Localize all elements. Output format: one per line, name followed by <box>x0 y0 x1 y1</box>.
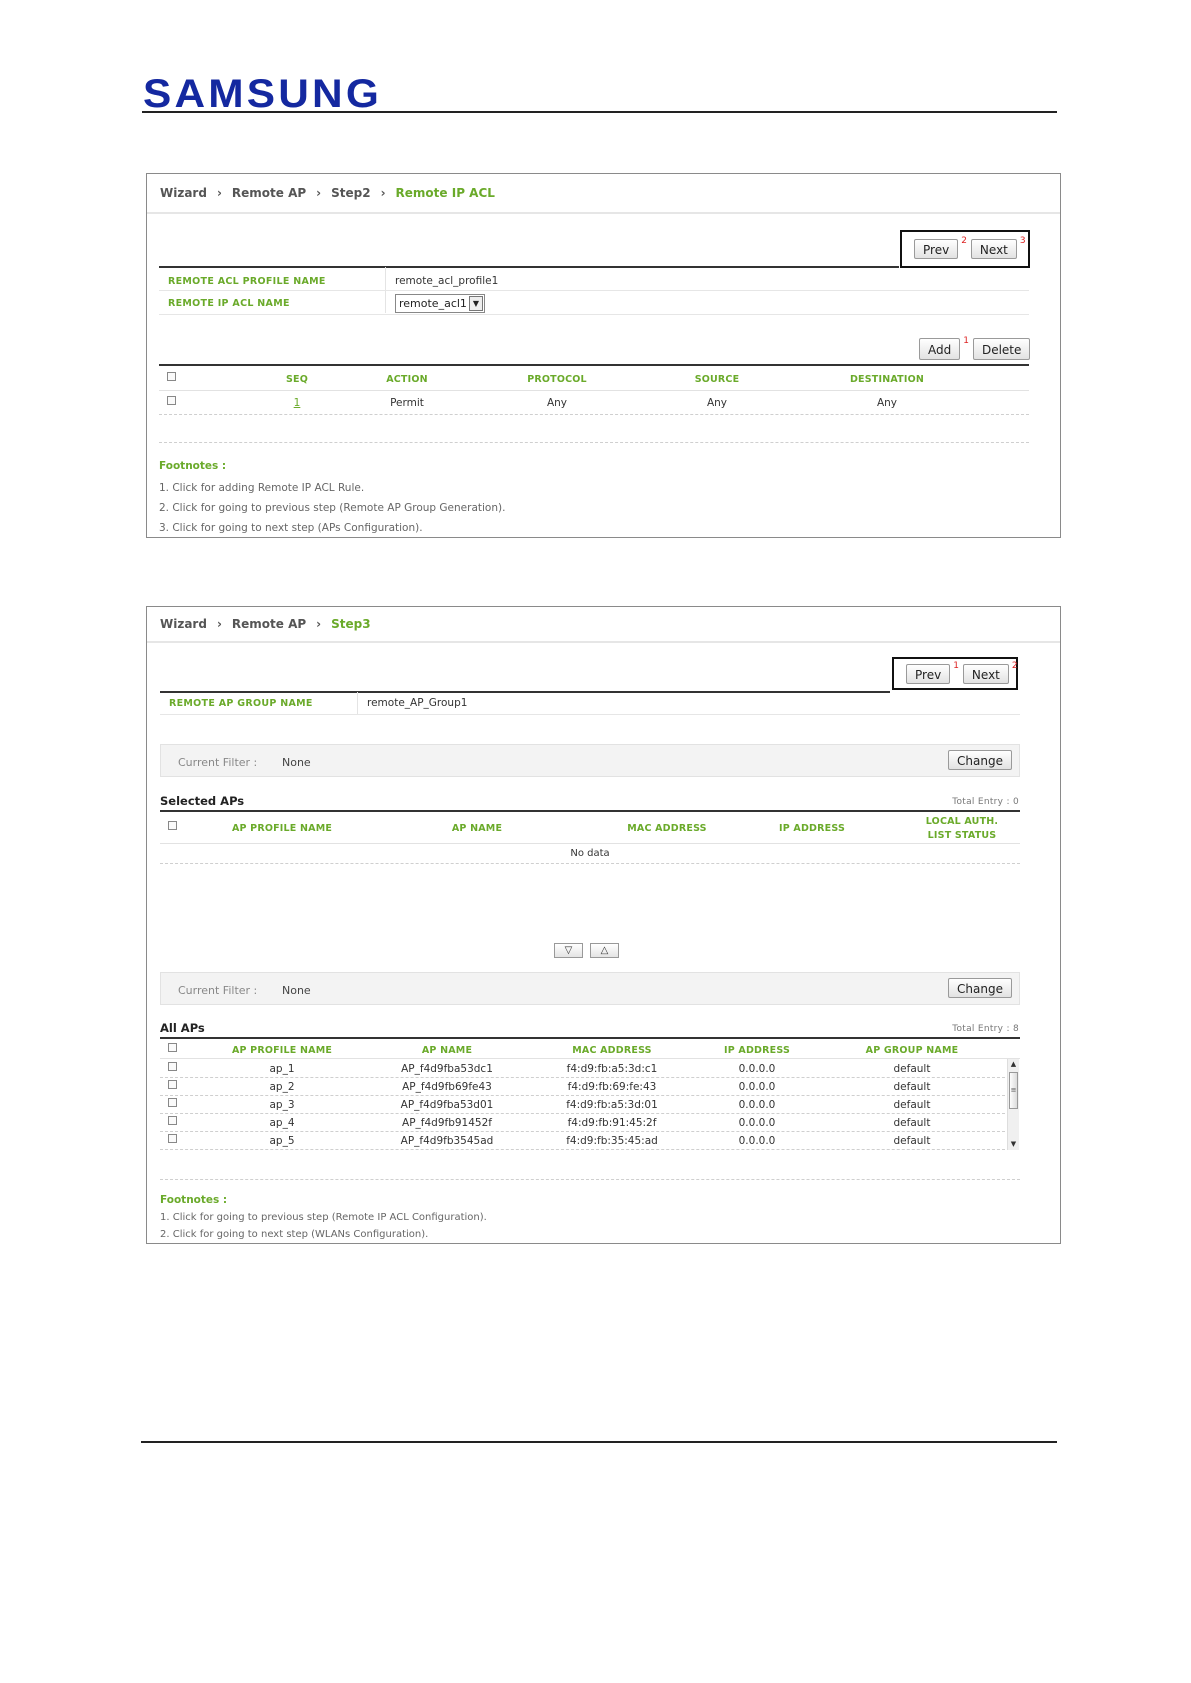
selected-bottom-divider <box>160 863 1020 864</box>
row-destination: Any <box>876 397 898 409</box>
col-ip-address: IP ADDRESS <box>779 823 845 834</box>
ip-acl-name-select[interactable] <box>395 294 485 313</box>
header-divider <box>159 390 1029 391</box>
acl-profile-name-label: REMOTE ACL PROFILE NAME <box>168 276 326 287</box>
filter-label: Current Filter : <box>178 984 258 997</box>
row-checkbox[interactable] <box>168 1098 177 1107</box>
row-ap-name: AP_f4d9fb69fe43 <box>402 1081 492 1093</box>
chevron-right-icon: › <box>216 617 222 631</box>
all-select-all-checkbox[interactable] <box>168 1043 177 1052</box>
row-checkbox[interactable] <box>168 1062 177 1071</box>
col-ap-name: AP NAME <box>421 1045 473 1056</box>
delete-button[interactable]: Delete <box>973 338 1030 360</box>
footnote-2: 2. Click for going to previous step (Remote AP Group Generation). <box>159 502 506 514</box>
move-down-button[interactable]: ▽ <box>554 943 583 958</box>
row-checkbox[interactable] <box>168 1134 177 1143</box>
add-button[interactable]: Add <box>919 338 960 360</box>
breadcrumb-wizard[interactable]: Wizard <box>160 186 207 200</box>
row-ip-address: 0.0.0.0 <box>738 1135 776 1147</box>
form-top-rule <box>159 266 899 268</box>
col-local-auth-list-status <box>907 815 1017 843</box>
row-protocol: Any <box>546 397 568 409</box>
filter-value: None <box>282 756 311 769</box>
acl-profile-name-value: remote_acl_profile1 <box>395 275 499 287</box>
chevron-right-icon: › <box>316 617 322 631</box>
prev-button[interactable]: Prev <box>906 664 950 684</box>
ap-group-name-label: REMOTE AP GROUP NAME <box>169 698 313 709</box>
col-local-auth: LOCAL AUTH. <box>925 816 999 827</box>
breadcrumb-step2[interactable]: Step2 <box>331 186 371 200</box>
footnote-1: 1. Click for going to previous step (Remote IP ACL Configuration). <box>160 1212 487 1223</box>
breadcrumb-remote-ap[interactable]: Remote AP <box>231 617 307 631</box>
breadcrumb <box>147 607 1060 643</box>
no-data-text: No data <box>570 848 610 859</box>
row-ip-address: 0.0.0.0 <box>738 1063 776 1075</box>
row-seq-link[interactable]: 1 <box>293 397 301 409</box>
row-divider <box>160 1077 1005 1078</box>
selected-table-rule <box>160 810 1020 812</box>
row-checkbox[interactable] <box>167 396 176 405</box>
footnote-marker: 2 <box>961 236 967 246</box>
all-aps-title: All APs <box>160 1021 205 1035</box>
selected-select-all-checkbox[interactable] <box>168 821 177 830</box>
row-ap-group-name: default <box>893 1117 931 1129</box>
row-mac-address: f4:d9:fb:69:fe:43 <box>567 1081 657 1093</box>
row-ap-name: AP_f4d9fb3545ad <box>400 1135 494 1147</box>
dropdown-arrow-icon[interactable]: ▼ <box>469 296 483 311</box>
col-destination: DESTINATION <box>849 374 925 385</box>
row-divider <box>160 1113 1005 1114</box>
selected-aps-title: Selected APs <box>160 794 245 808</box>
footnote-marker: 1 <box>953 660 959 671</box>
row-checkbox[interactable] <box>168 1080 177 1089</box>
col-ap-profile-name: AP PROFILE NAME <box>231 1045 333 1056</box>
form-bottom-divider <box>160 714 1020 715</box>
row-action: Permit <box>390 397 424 409</box>
row-ap-profile-name: ap_3 <box>269 1099 295 1111</box>
col-mac-address: MAC ADDRESS <box>627 823 707 834</box>
footnote-marker: 3 <box>1019 236 1026 246</box>
remote-ap-step3-panel <box>146 606 1061 1244</box>
col-mac-address: MAC ADDRESS <box>572 1045 652 1056</box>
row-ap-profile-name: ap_4 <box>269 1117 295 1129</box>
select-all-checkbox[interactable] <box>167 372 176 381</box>
scroll-down-icon[interactable]: ▼ <box>1010 1140 1017 1148</box>
row-divider <box>160 1149 1005 1150</box>
row-ap-name: AP_f4d9fb91452f <box>402 1117 492 1129</box>
header-rule <box>142 111 1057 113</box>
row-divider <box>160 1095 1005 1096</box>
footnote-1: 1. Click for adding Remote IP ACL Rule. <box>159 482 365 494</box>
breadcrumb-current: Remote IP ACL <box>395 186 495 200</box>
footnote-3: 3. Click for going to next step (APs Configuration). <box>159 522 423 534</box>
chevron-right-icon: › <box>316 186 322 200</box>
rule-actions <box>919 338 1030 360</box>
filter-label: Current Filter : <box>178 756 258 769</box>
ip-acl-name-selected: remote_acl1 <box>399 297 467 310</box>
change-filter-button[interactable]: Change <box>948 750 1012 770</box>
selected-filter-bar <box>160 744 1020 777</box>
next-button[interactable]: Next <box>963 664 1009 684</box>
selected-header-divider <box>160 843 1020 844</box>
col-ap-name: AP NAME <box>451 823 503 834</box>
row-ap-name: AP_f4d9fba53dc1 <box>401 1063 493 1075</box>
breadcrumb-current: Step3 <box>331 617 371 631</box>
row-ap-group-name: default <box>893 1081 931 1093</box>
col-ap-profile-name: AP PROFILE NAME <box>231 823 333 834</box>
form-top-rule <box>160 691 890 693</box>
step-nav-box <box>900 230 1030 268</box>
form-bottom-divider <box>159 314 1029 315</box>
row-checkbox[interactable] <box>168 1116 177 1125</box>
row-divider <box>160 1131 1005 1132</box>
scroll-up-icon[interactable]: ▲ <box>1010 1060 1017 1068</box>
row-ap-profile-name: ap_1 <box>269 1063 295 1075</box>
next-button[interactable]: Next <box>971 239 1017 259</box>
breadcrumb <box>147 174 1060 214</box>
chevron-right-icon: › <box>380 186 386 200</box>
row-mac-address: f4:d9:fb:91:45:2f <box>567 1117 657 1129</box>
form-divider <box>357 692 358 714</box>
form-row-divider <box>159 290 1029 291</box>
change-filter-button[interactable]: Change <box>948 978 1012 998</box>
footnote-2: 2. Click for going to next step (WLANs Configuration). <box>160 1229 429 1240</box>
row-source: Any <box>706 397 728 409</box>
row-ip-address: 0.0.0.0 <box>738 1099 776 1111</box>
col-action: ACTION <box>386 374 428 385</box>
all-filter-bar <box>160 972 1020 1005</box>
breadcrumb-remote-ap[interactable]: Remote AP <box>231 186 307 200</box>
chevron-right-icon: › <box>216 186 222 200</box>
col-source: SOURCE <box>694 374 740 385</box>
footnotes-title: Footnotes : <box>160 1194 228 1206</box>
col-list-status: LIST STATUS <box>927 830 997 841</box>
ip-acl-name-label: REMOTE IP ACL NAME <box>168 298 290 309</box>
row-ip-address: 0.0.0.0 <box>738 1081 776 1093</box>
footnote-marker: 1 <box>963 336 969 346</box>
table-top-rule <box>159 364 1029 366</box>
row-mac-address: f4:d9:fb:35:45:ad <box>566 1135 658 1147</box>
prev-button[interactable]: Prev <box>914 239 958 259</box>
remote-ip-acl-panel <box>146 173 1061 538</box>
row-ap-name: AP_f4d9fba53d01 <box>400 1099 494 1111</box>
row-ap-profile-name: ap_5 <box>269 1135 295 1147</box>
footnotes-title: Footnotes : <box>159 460 227 472</box>
col-protocol: PROTOCOL <box>527 374 587 385</box>
ap-group-name-value: remote_AP_Group1 <box>367 697 468 709</box>
footer-rule <box>141 1441 1057 1443</box>
all-table-rule <box>160 1037 1020 1039</box>
row-mac-address: f4:d9:fb:a5:3d:01 <box>566 1099 658 1111</box>
filter-value: None <box>282 984 311 997</box>
all-total-entry: Total Entry : 8 <box>952 1024 1019 1034</box>
row-ap-group-name: default <box>893 1135 931 1147</box>
row-divider <box>159 414 1029 415</box>
step-nav-box <box>892 657 1018 690</box>
all-bottom-divider <box>160 1179 1020 1180</box>
selected-total-entry: Total Entry : 0 <box>952 797 1019 807</box>
all-header-divider <box>160 1058 1020 1059</box>
breadcrumb-wizard[interactable]: Wizard <box>160 617 207 631</box>
row-ap-profile-name: ap_2 <box>269 1081 295 1093</box>
row-ip-address: 0.0.0.0 <box>738 1117 776 1129</box>
row-ap-group-name: default <box>893 1063 931 1075</box>
col-ip-address: IP ADDRESS <box>724 1045 790 1056</box>
all-aps-scrollbar[interactable] <box>1007 1059 1019 1150</box>
row-ap-group-name: default <box>893 1099 931 1111</box>
move-up-button[interactable]: △ <box>590 943 619 958</box>
footnote-marker: 2 <box>1011 660 1018 671</box>
samsung-logo: SAMSUNG <box>143 72 382 116</box>
table-bottom-divider <box>159 442 1029 443</box>
col-seq: SEQ <box>285 374 308 385</box>
col-ap-group-name: AP GROUP NAME <box>865 1045 959 1056</box>
row-mac-address: f4:d9:fb:a5:3d:c1 <box>566 1063 658 1075</box>
scroll-thumb[interactable]: ≡ <box>1009 1072 1018 1109</box>
